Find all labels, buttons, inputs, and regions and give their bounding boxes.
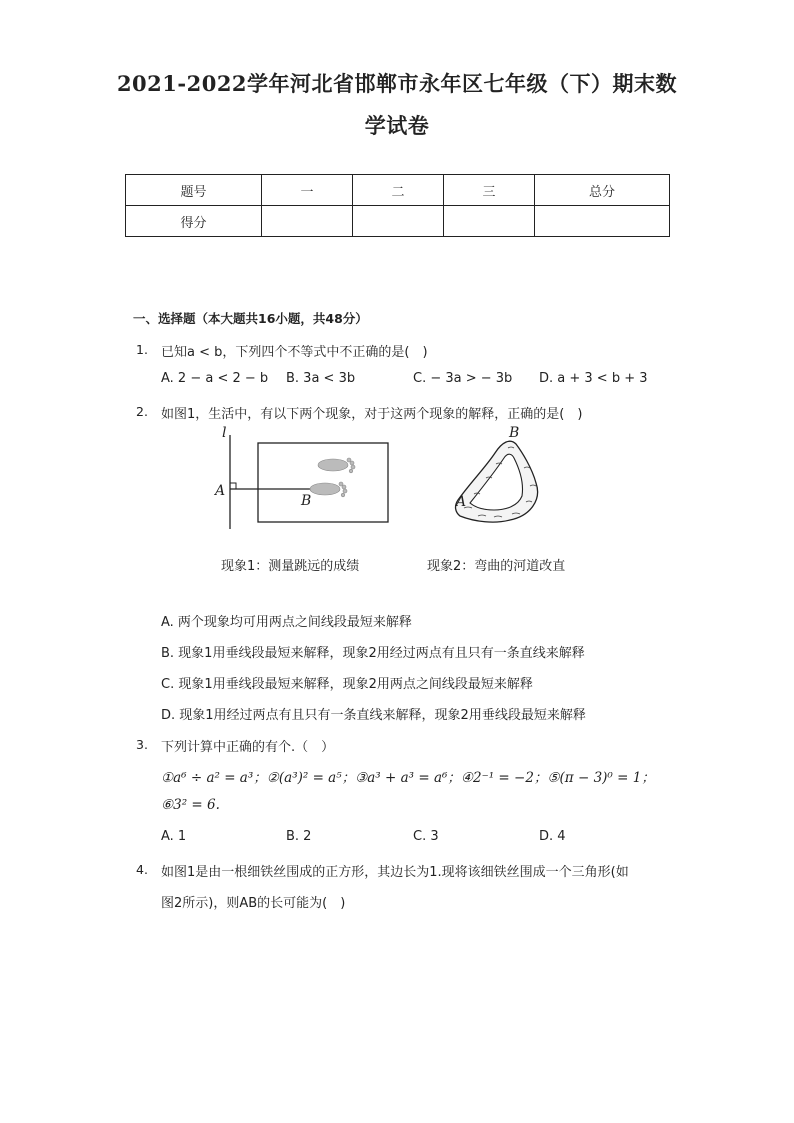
option-b: B. 2 xyxy=(286,829,312,844)
score-table-header-row xyxy=(126,175,670,206)
option-b: B. 现象1用垂线段最短来解释，现象2用经过两点有且只有一条直线来解释 xyxy=(161,646,585,661)
option-c: C. 3 xyxy=(413,829,439,844)
question-number: 4. xyxy=(136,862,148,877)
footprint-lower xyxy=(310,482,347,497)
score-cell xyxy=(444,206,535,237)
label-b2: B xyxy=(509,425,520,441)
question-stem: 如图1是由一根细铁丝围成的正方形，其边长为1.现将该细铁丝围成一个三角形(如 xyxy=(161,865,629,880)
option-d: D. a + 3 < b + 3 xyxy=(539,371,648,386)
option-d: D. 4 xyxy=(539,829,566,844)
question-stem-line2: 图2所示)，则AB的长可能为( ) xyxy=(161,896,346,911)
option-c: C. − 3a > − 3b xyxy=(413,371,513,386)
page-title: 2021-2022学年河北省邯郸市永年区七年级（下）期末数 xyxy=(116,71,678,96)
question-stem: 如图1，生活中，有以下两个现象，对于这两个现象的解释，正确的是( ) xyxy=(161,407,583,422)
label-l: l xyxy=(222,425,227,441)
score-cell xyxy=(535,206,670,237)
score-table-header-cell: 一 xyxy=(262,175,353,206)
score-cell xyxy=(262,206,353,237)
label-a2: A xyxy=(456,494,467,510)
option-a: A. 1 xyxy=(161,829,187,844)
score-table-header-cell: 总分 xyxy=(535,175,670,206)
long-jump-figure xyxy=(205,425,405,535)
question-number: 1. xyxy=(136,342,148,357)
option-d: D. 现象1用经过两点有且只有一条直线来解释，现象2用垂线段最短来解释 xyxy=(161,708,586,723)
river-figure xyxy=(450,428,550,533)
score-table xyxy=(125,174,670,237)
figure-caption-1: 现象1：测量跳远的成绩 xyxy=(221,559,360,574)
question-stem: 下列计算中正确的有个.（ ） xyxy=(161,740,335,755)
score-table-header-cell: 二 xyxy=(353,175,444,206)
footprint-upper xyxy=(318,458,355,473)
option-c: C. 现象1用垂线段最短来解释，现象2用两点之间线段最短来解释 xyxy=(161,677,533,692)
section-heading: 一、选择题（本大题共16小题，共48分） xyxy=(133,311,368,326)
score-table-row xyxy=(126,206,670,237)
calculation-items-line2: ⑥3² = 6. xyxy=(161,797,220,813)
question-stem: 已知a < b，下列四个不等式中不正确的是( ) xyxy=(161,345,428,360)
question-number: 2. xyxy=(136,404,148,419)
right-angle-mark xyxy=(230,483,236,489)
option-a: A. 2 − a < 2 − b xyxy=(161,371,269,386)
calculation-items-line1: ①a⁶ ÷ a² = a³；②(a³)² = a⁵；③a³ + a³ = a⁶；④2⁻¹ = −2；⑤(π − 3)⁰ = 1； xyxy=(161,770,655,786)
option-b: B. 3a < 3b xyxy=(286,371,356,386)
option-a: A. 两个现象均可用两点之间线段最短来解释 xyxy=(161,615,412,630)
sand-pit xyxy=(258,443,388,522)
page-title-line2: 学试卷 xyxy=(364,113,430,138)
score-cell xyxy=(353,206,444,237)
score-table-header-cell: 三 xyxy=(444,175,535,206)
label-a1: A xyxy=(215,483,226,499)
figure-caption-2: 现象2：弯曲的河道改直 xyxy=(427,559,566,574)
label-b1: B xyxy=(301,493,312,509)
score-row-label: 得分 xyxy=(126,206,262,237)
score-table-header-cell: 题号 xyxy=(126,175,262,206)
question-number: 3. xyxy=(136,737,148,752)
